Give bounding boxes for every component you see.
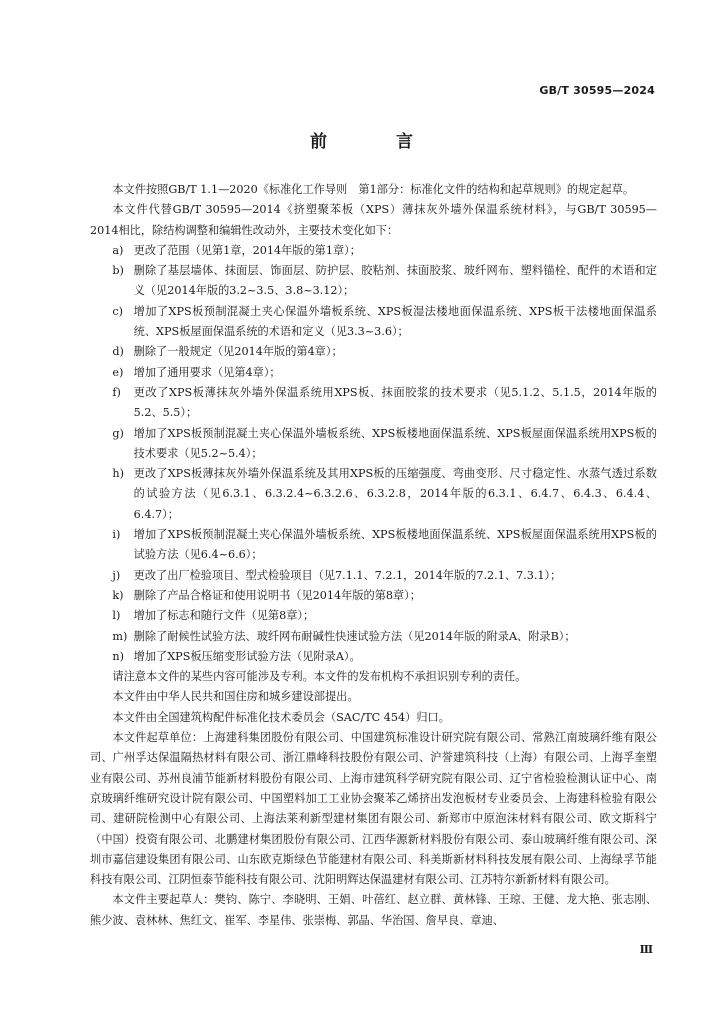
list-item-text: 更改了XPS板薄抹灰外墙外保温系统及其用XPS板的压缩强度、弯曲变形、尺寸稳定性、水蒸气透过系数的试验方法（见6.3.1、6.3.2.4~6.3.2.6、6.3.2.8，2014年版的6.3.1、6.4.7、6.4.3、6.4.4、6.4.7）； bbox=[133, 467, 657, 521]
list-item bbox=[90, 261, 657, 302]
change-list bbox=[90, 241, 657, 667]
paragraph-centralized-by: 本文件由全国建筑构配件标准化技术委员会（SAC/TC 454）归口。 bbox=[112, 710, 450, 724]
list-item bbox=[90, 606, 657, 626]
list-item bbox=[90, 586, 657, 606]
list-item-label: c) bbox=[112, 304, 124, 318]
list-item-label: f) bbox=[112, 385, 121, 399]
paragraph-proposed-by: 本文件由中华人民共和国住房和城乡建设部提出。 bbox=[112, 690, 359, 704]
list-item-text: 删除了一般规定（见2014年版的第4章）； bbox=[133, 345, 343, 359]
list-item-label: i) bbox=[112, 528, 121, 542]
list-item bbox=[90, 342, 657, 362]
list-item-text: 更改了范围（见第1章，2014年版的第1章）； bbox=[133, 243, 361, 257]
list-item-label: d) bbox=[112, 345, 124, 359]
list-item-label: n) bbox=[112, 649, 124, 663]
list-item-text: 更改了XPS板薄抹灰外墙外保温系统用XPS板、抹面胶浆的技术要求（见5.1.2、5.1.5，2014年版的5.2、5.5）； bbox=[133, 385, 657, 420]
list-item-label: l) bbox=[112, 609, 121, 623]
list-item-label: e) bbox=[112, 365, 124, 379]
list-item-text: 增加了XPS板压缩变形试验方法（见附录A）。 bbox=[133, 649, 361, 663]
list-item-text: 增加了XPS板预制混凝土夹心保温外墙板系统、XPS板楼地面保温系统、XPS板屋面保温系统用XPS板的技术要求（见5.2~5.4）； bbox=[133, 426, 657, 460]
list-item bbox=[90, 302, 657, 343]
list-item-text: 删除了耐候性试验方法、玻纤网布耐碱性快速试验方法（见2014年版的附录A、附录B）； bbox=[133, 629, 576, 643]
list-item-text: 更改了出厂检验项目、型式检验项目（见7.1.1、7.2.1，2014年版的7.2.1、7.3.1）； bbox=[133, 568, 562, 582]
list-item-label: m) bbox=[112, 629, 128, 643]
list-item-text: 增加了通用要求（见第4章）； bbox=[133, 365, 281, 379]
list-item-text: 增加了XPS板预制混凝土夹心保温外墙板系统、XPS板湿法楼地面保温系统、XPS板干法楼地面保温系统、XPS板屋面保温系统的术语和定义（见3.3~3.6）； bbox=[133, 304, 657, 339]
list-item bbox=[90, 647, 657, 667]
paragraph-patent-notice: 请注意本文件的某些内容可能涉及专利。本文件的发布机构不承担识别专利的责任。 bbox=[112, 670, 527, 684]
paragraph-drafting-rules: 本文件按照GB/T 1.1—2020《标准化工作导则 第1部分：标准化文件的结构和起草规则》的规定起草。 bbox=[112, 183, 635, 196]
list-item bbox=[90, 627, 657, 647]
paragraph-replacement: 本文件代替GB/T 30595—2014《挤塑聚苯板（XPS）薄抹灰外墙外保温系统材料》，与GB/T 30595—2014相比，除结构调整和编辑性改动外，主要技术变化如下： bbox=[90, 203, 657, 237]
list-item-text: 删除了产品合格证和使用说明书（见2014年版的第8章）； bbox=[133, 588, 421, 602]
list-item-text: 增加了XPS板预制混凝土夹心保温外墙板系统、XPS板楼地面保温系统、XPS板屋面保温系统用XPS板的试验方法（见6.4~6.6）； bbox=[133, 528, 657, 562]
list-item-label: k) bbox=[112, 588, 124, 602]
list-item-label: g) bbox=[112, 426, 124, 440]
list-item-text: 增加了标志和随行文件（见第8章）； bbox=[133, 609, 315, 623]
list-item bbox=[90, 424, 657, 465]
paragraph-drafters: 本文件主要起草人：樊钧、陈宁、李晓明、王娟、叶蓓红、赵立群、黄林锋、王琼、王健、龙大艳、张志刚、熊少波、袁林林、焦红文、崔军、李星伟、张崇梅、郭晶、华治国、詹早良、章迪、 bbox=[90, 893, 657, 927]
list-item bbox=[90, 363, 657, 383]
list-item bbox=[90, 464, 657, 525]
list-item-label: b) bbox=[112, 264, 124, 278]
list-item bbox=[90, 241, 657, 261]
page-title: 前 言 bbox=[310, 132, 439, 152]
paragraph-drafting-units: 本文件起草单位：上海建科集团股份有限公司、中国建筑标准设计研究院有限公司、常熟江南玻璃纤维有限公司、广州孚达保温隔热材料有限公司、浙江鼎峰科技股份有限公司、沪誉建筑科技（上海）有限公司、上海孚奎塑业有限公司、苏州良浦节能新材料股份有限公司、上海市建筑科学研究院有限公司、辽宁省检验检测认证中心、南京玻璃纤维研究设计院有限公司、中国塑料加工工业协会聚苯乙烯挤出发泡板材专业委员会、上海建科检验有限公司、建研院检测中心有限公司、上海法莱利新型建材集团有限公司、新郑市中原泡沫材料有限公司、欧文斯科宁（中国）投资有限公司、北鹏建材集团股份有限公司、江西华源新材料股份有限公司、泰山玻璃纤维有限公司、深圳市嘉信建设集团有限公司、山东欧克斯绿色节能建材有限公司、科美斯新材料科技发展有限公司、上海绿孚节能科技有限公司、江阴恒泰节能科技有限公司、沈阳明辉达保温建材有限公司、江苏特尔新新材料有限公司。 bbox=[90, 731, 657, 887]
list-item bbox=[90, 566, 657, 586]
list-item-label: a) bbox=[112, 243, 124, 257]
page-number: Ⅲ bbox=[639, 943, 653, 956]
list-item-label: j) bbox=[112, 568, 121, 582]
list-item bbox=[90, 525, 657, 566]
standard-code: GB/T 30595—2024 bbox=[539, 84, 655, 97]
list-item-text: 删除了基层墙体、抹面层、饰面层、防护层、胶粘剂、抹面胶浆、玻纤网布、塑料锚栓、配件的术语和定义（见2014年版的3.2~3.5、3.8~3.12）； bbox=[133, 264, 657, 298]
document-body bbox=[90, 180, 657, 931]
list-item-label: h) bbox=[112, 467, 124, 481]
list-item bbox=[90, 383, 657, 424]
